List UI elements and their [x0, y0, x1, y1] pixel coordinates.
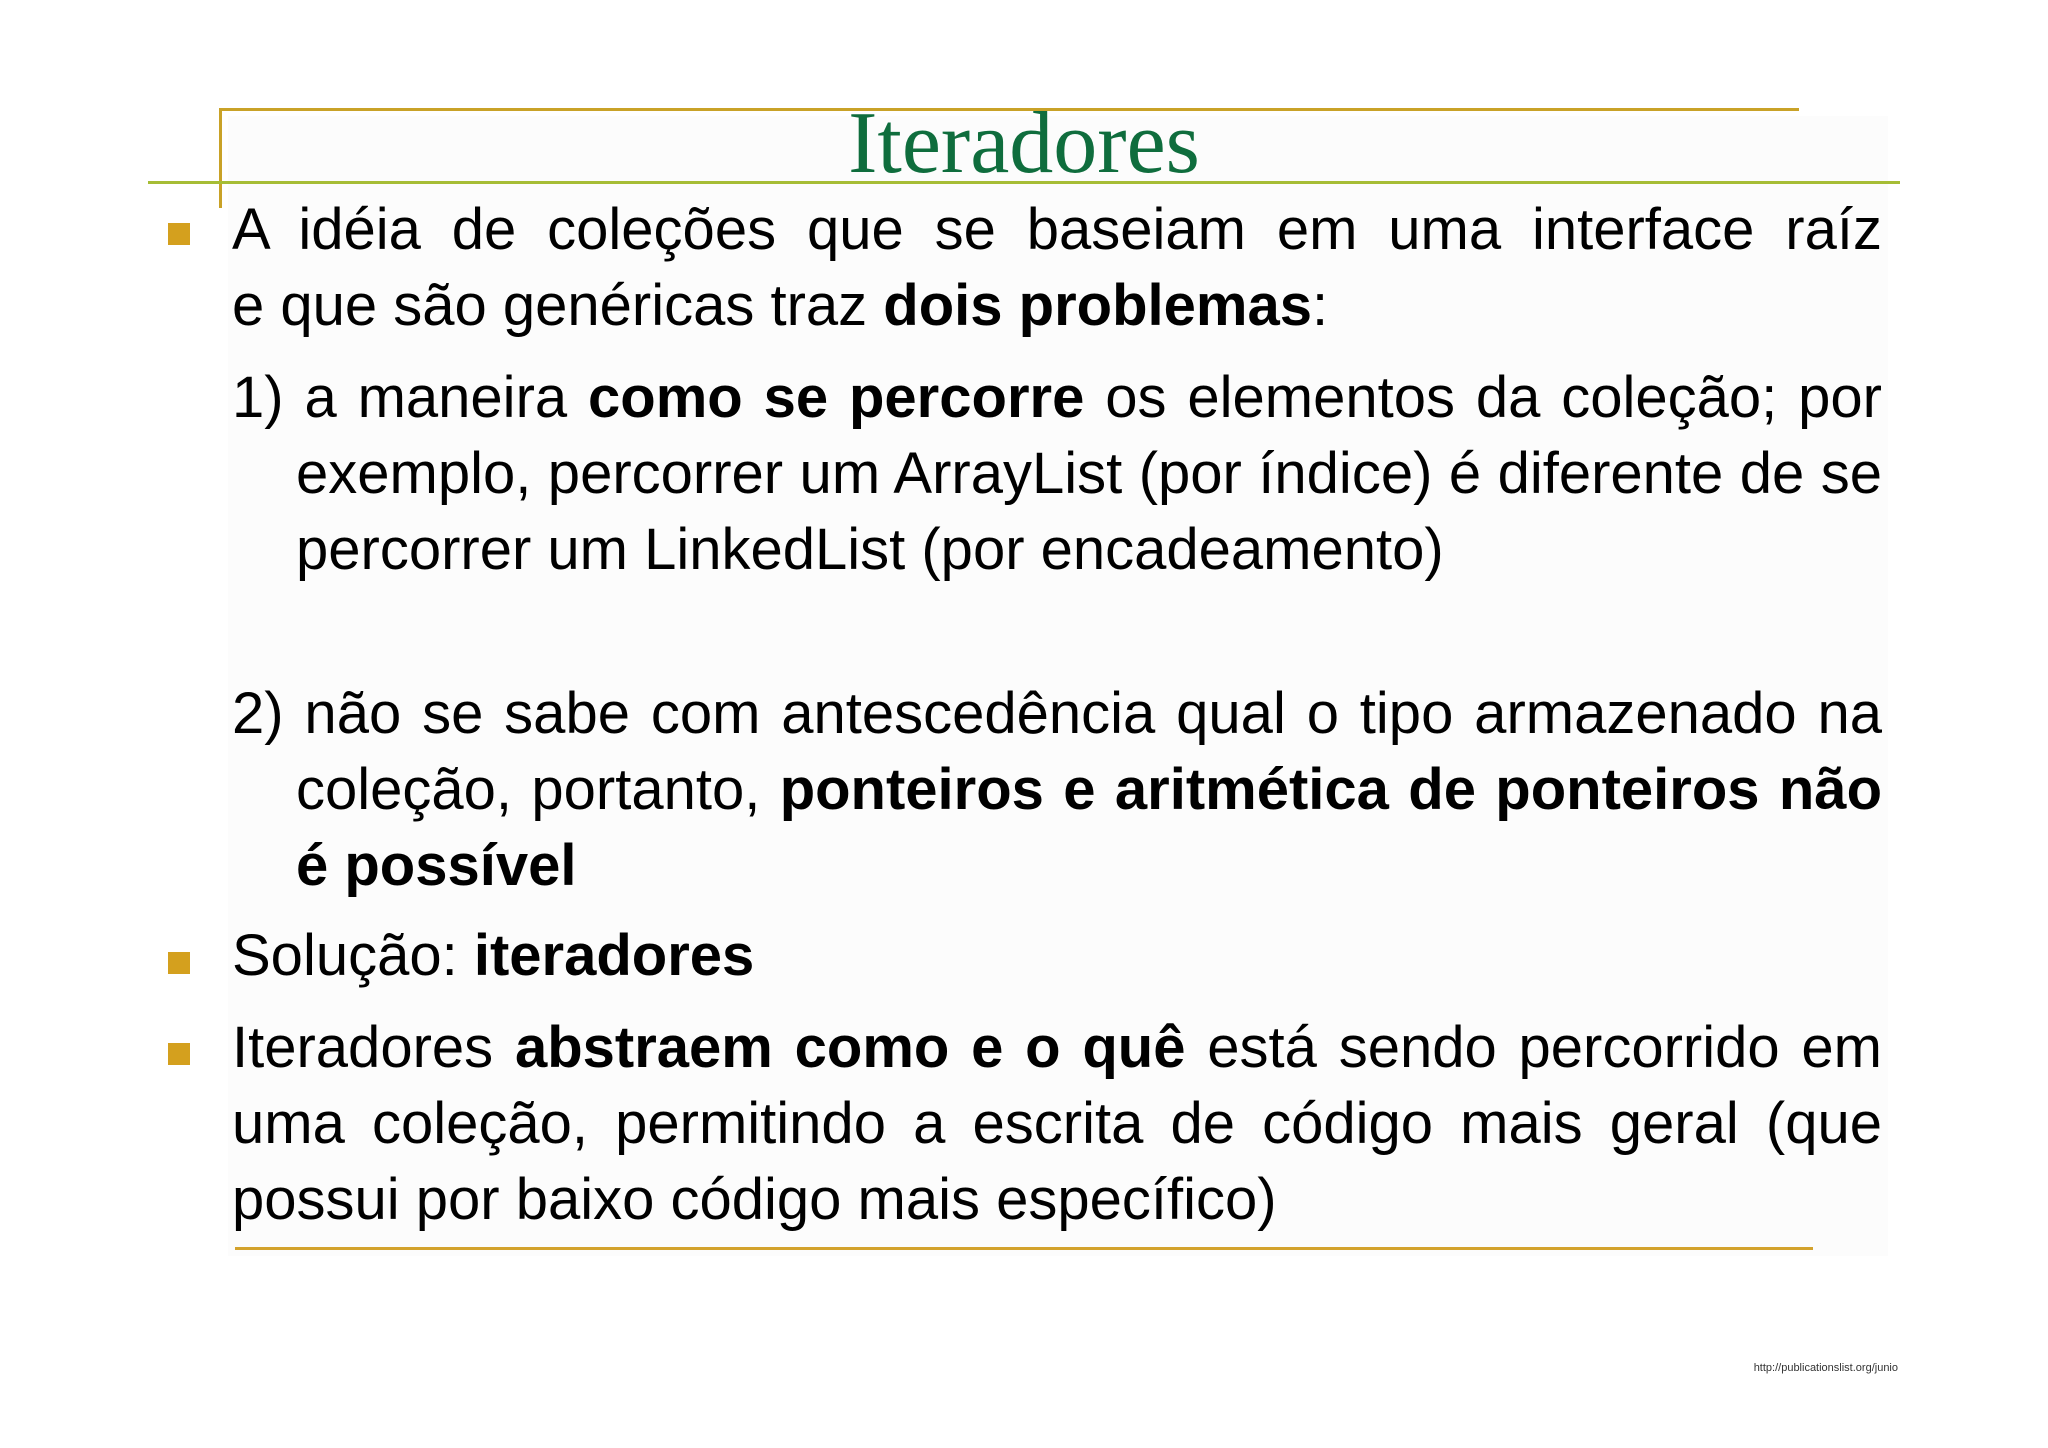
bullet-1-line-a: A idéia de coleções que se baseiam em uma interface raíz	[232, 197, 1882, 262]
emphasis-dois-problemas: dois problemas	[883, 273, 1312, 338]
bullet-marker-2	[168, 952, 190, 974]
bottom-gold-rule	[235, 1247, 1813, 1250]
bullet-1-text	[232, 192, 1882, 344]
bullet-3-text: Iteradores abstraem como e o quê está sendo percorrido em uma coleção, permitindo a escrita de código mais geral (que possui por baixo código mais específico)	[232, 1015, 1882, 1232]
bullet-2-text: Solução: iteradores	[232, 923, 755, 988]
bullet-marker-1	[168, 223, 190, 245]
item-1-text: 1) a maneira como se percorre os elementos da coleção; por exemplo, percorrer um ArrayList (por índice) é diferente de se percorrer um LinkedList (por encadeamento)	[232, 365, 1882, 582]
item-2-text: 2) não se sabe com antescedência qual o tipo armazenado na coleção, portanto, ponteiros e aritmética de ponteiros não é possível	[232, 681, 1882, 898]
bullet-1-line-b: e que são genéricas traz dois problemas:	[232, 273, 1329, 338]
emphasis-como-se-percorre: como se percorre	[588, 365, 1085, 430]
emphasis-abstraem: abstraem como e o quê	[514, 1015, 1186, 1080]
bullet-marker-3	[168, 1043, 190, 1065]
emphasis-ponteiros: ponteiros e aritmética de ponteiros não é possível	[296, 757, 1882, 898]
slide-title: Iteradores	[848, 95, 1200, 192]
footer-url: http://publicationslist.org/junio	[1753, 1362, 1898, 1374]
emphasis-iteradores: iteradores	[473, 923, 755, 988]
